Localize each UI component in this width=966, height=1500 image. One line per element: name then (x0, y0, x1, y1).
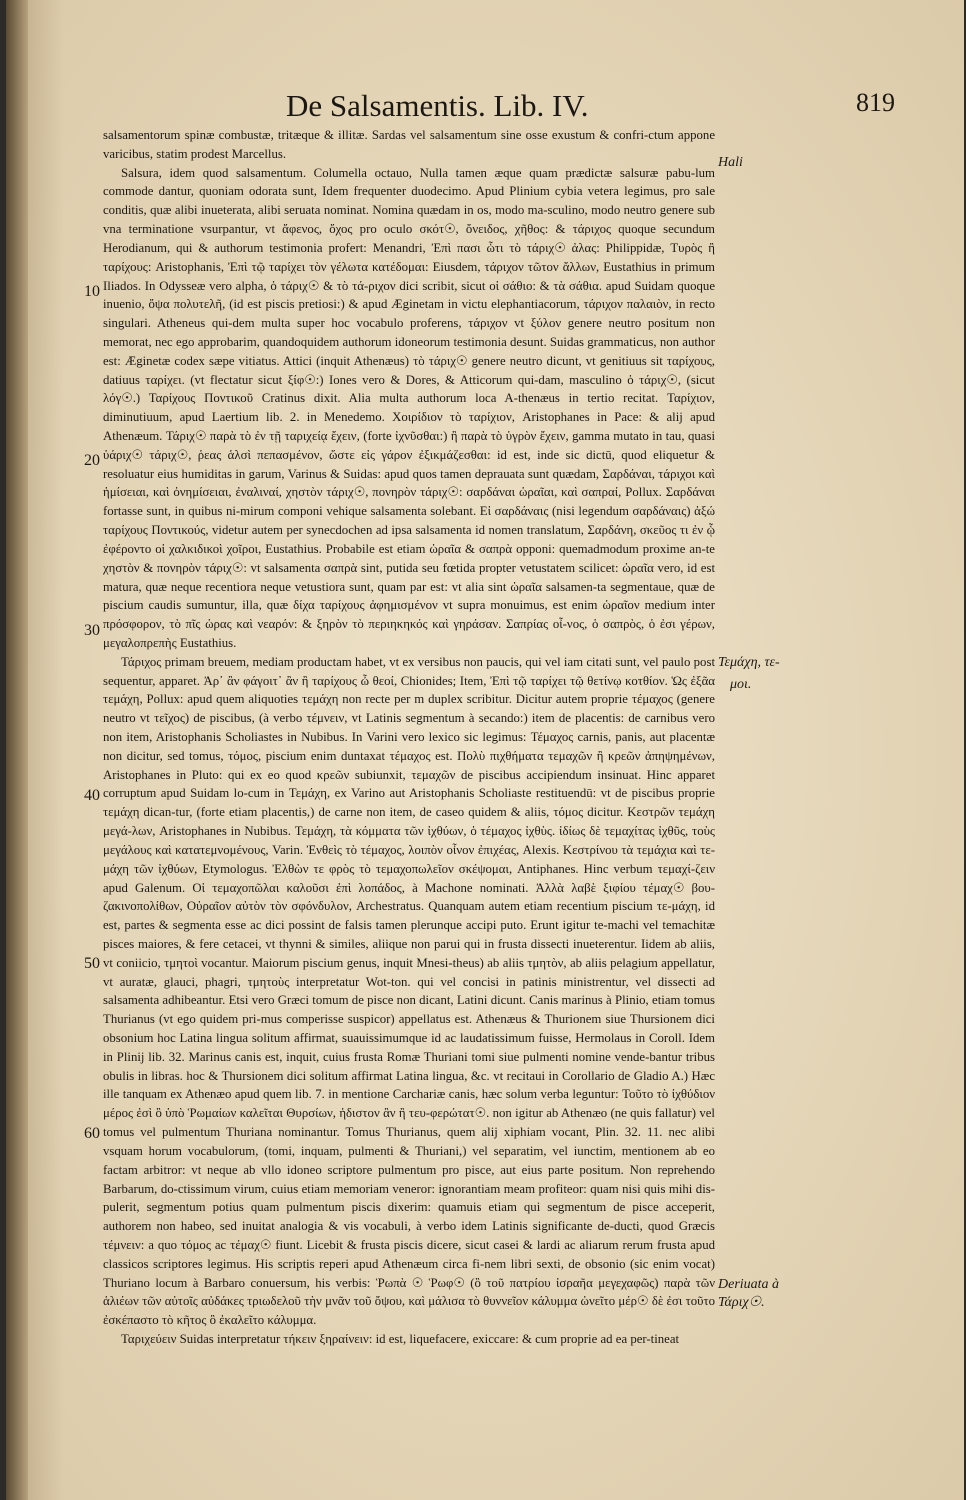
body-text (103, 126, 715, 1349)
line-number: 10 (84, 283, 100, 300)
margin-note-temachi: Τεμάχη, τε- (718, 655, 780, 670)
paragraph: salsamentorum spinæ combustæ, tritæque & illitæ. Sardas vel salsamentum sine osse exustum & confri-ctum appone varicibus, statim prodest Marcellus. (103, 128, 715, 161)
line-number: 20 (84, 452, 100, 469)
margin-note-hali: Hali (718, 155, 743, 170)
page-number: 819 (856, 88, 895, 117)
line-number: 40 (84, 787, 100, 804)
margin-note-derivata: Deriuata à Τάριχ☉. (718, 1277, 780, 1310)
binding-gutter (6, 0, 28, 1500)
running-title: De Salsamentis. Lib. IV. (286, 88, 589, 123)
line-number: 50 (84, 955, 100, 972)
margin-note-moi: μοι. (730, 677, 752, 692)
book-page (6, 0, 964, 1500)
line-number: 30 (84, 622, 100, 639)
line-number: 60 (84, 1125, 100, 1142)
paragraph: Salsura, idem quod salsamentum. Columella octauo, Nulla tamen æque quam prædictæ salsuræ pabu-lum commode dantur, quoniam odorata sunt, Idem frequenter duodecimo. Apud Plinium cybia vetera legimus, pro sale conditis, quæ alibi inueterata, alibi seruata nominat. Nomina quædam in os, modo ma-sculino, modo neutro genere sub vna terminatione vsurpantur, vt ἄφενος, ὄχος pro oculo σκότ☉, ὄνειδος, χῆθος: & τάριχος quoque secundum Herodianum, qui & authorum testimonia profert: Menandri, Ἐπὶ πασι ὧτι τὸ τάριχ☉ ἀλας: Philippidæ, Τυρὸς ἢ ταρίχους: Aristophanis, Ἐπὶ τῷ ταρίχει τὸν γέλωτα κατέδομαι: Eiusdem, τάριχον τῶτον ἄλλων, Eustathius in primum Iliados. In Odysseæ vero alpha, ὁ τάριχ☉ & τὸ τά-ριχον dici scribit, sicut οἱ σάθιο: & τὰ σάθια. apud Suidam quoque inuenio, ὄψα πολυτελῆ, (id est piscis pretiosi:) & apud Æginetam in victu elephantiacorum, τάριχον παλαιὸν, in recto singulari. Atheneus qui-dem multa super hoc vocabulo proferens, τάριχον vt ξύλον genere neutro positum non memorat, nec ego approbarim, quandoquidem authorum idoneorum testimonia desunt. Suidas grammaticus, non author est: Æginetæ codex sæpe vitiatus. Attici (inquit Athenæus) τὸ τάριχ☉ genere neutro dicunt, vt genitiuus sit ταρίχους, datiuus ταρίχει. (vt flectatur sicut ξίφ☉:) Iones vero & Dores, & Atticorum qui-dam, masculino ὁ τάριχ☉, (sicut λόγ☉.) Ταρίχους Ποντικοῦ Cratinus dixit. Alia multa authorum loca A-thenæus in tertio recitat. Ταρίχιον, diminutiuum, apud Laertium lib. 2. in Menedemo. Χοιρίδιον τὸ ταρίχιον, Aristophanes in Pace: & alij apud Athenæum. Τάριχ☉ παρὰ τὸ ἐν τῇ ταριχείᾳ ἔχειν, (forte ἰχνῦσθαι:) ἢ παρὰ τὸ ὑγρὸν ἔχειν, gamma mutato in tau, quasi ὑάριχ☉ τάριχ☉, ῥεας ἁλσὶ πεπασμένον, ὥστε εἰς γάρον ἐξικμάζεσθαι: id est, inde sic dictū, quod eliquetur & resoluatur eius humiditas in garum, Varinus & Suidas: apud quos tamen deprauata sunt quædam, Σαρδάναι, τάριχοι καὶ ἡμίσειαι, καὶ ὀνημίσειαι, ἐναλιναί, χηστὸν τάριχ☉, πονηρὸν τάριχ☉: σαρδάναι ὡραῖαι, καὶ σαπραί, Pollux. Σαρδάναι fortasse sunt, in quibus ni-mirum componi vehique salsamenta solebant. Εἰ σαρδάναις (nisi legendum σαρδάναις) ἀξώ ταρίχους Ποντικούς, videtur autem per synecdochen ad ipsa salsamenta id nomen translatum, Σαρδάνη, σκεῦος τι ἐν ᾧ ἐφέροντο οἱ χαλκιδικοὶ χοῖροι, Eustathius. Probabile est etiam ὡραῖα & σαπρὰ opponi: quemadmodum proxime an-te χηστὸν & πονηρὸν τάριχ☉: vt salsamenta σαπρὰ sint, putida seu fœtida propter vetustatem scilicet: ὡραῖα vero, id est matura, quæ neque recentiora neque vetustiora sunt, quam par est: vt alia sint ὡραῖα salsamen-ta segmentaue, quæ de piscium caudis sumuntur, illa, quæ δίχα ταρίχους ἀφημισμένον vt supra monuimus, est enim ὡραῖον medium inter πρόσφορον, τὸ πῖς ὡρας καὶ νεαρόν: & ξηρὸν τὸ περιηκηκός καὶ γηράσαν. Σαπρίας οἶ-νος, ὁ σαπρὸς, ὁ ἐσι γέρων, μεγαλοπρεπὴς Eustathius. (103, 165, 715, 650)
paragraph: Τάριχος primam breuem, mediam productam habet, vt ex versibus non paucis, qui vel iam citati sunt, vel paulo post sequentur, apparet. Ἀρ᾽ ἂν φάγοιτ᾽ ἂν ἢ ταρίχους ὦ θεοί, Chionides; Item, Ἐπὶ τῷ ταρίχει τῷ θετίνῳ κοτθίον. Ὡς ἐξᾶα τεμάχη, Pollux: apud quem aliquoties τεμάχη non recte per m duplex scribitur. Dicitur autem proprie τέμαχος (genere neutro vt τεῖχος) de piscibus, (à verbo τέμνειν, vt Latinis segmentum à secando:) item de placentis: de carnibus vero non item, Aristophanis Scholiastes in Nubibus. In Varini vero lexico sic legimus: Τέμαχος carnis, panis, aut placentæ non dicitur, sed tomus, τόμος, piscium enim duntaxat τέμαχος est. Πολὺ πιχθήματα τεμαχῶν ἢ κρεῶν ἀπηψημένων, Aristophanes in Pluto: qui ex eo quod κρεῶν subiunxit, τεμαχῶν de piscibus accipiendum insinuat. Hinc apparet corruptum apud Suidam lo-cum in Τεμάχη, ex Varino aut Aristophanis Scholiaste restituendū: vt de piscibus proprie τεμάχη dican-tur, (forte etiam placentis,) de carne non item, de caseo quidem & aliis, τόμος dicitur. Κεστρῶν τεμάχη μεγά-λων, Aristophanes in Nubibus. Τεμάχη, τὰ κόμματα τῶν ἰχθύων, ὁ τέμαχος ἰχθὺς. ἰδίως δὲ τεμαχίτας ἰχθῦς, τοὺς μεγάλους καὶ κατατεμνομένους, Varin. Ἐνθεὶς τὸ τέμαχος, λοιπὸν οἶνον ἐπιχέας, Alexis. Κεστρίνου τὰ τεμάχια καὶ τε-μάχη τῶν ἰχθύων, Etymologus. Ἐλθὼν τε φρὸς τὸ τεμαχοπωλεῖον σκέψομαι, Antiphanes. Hinc verbum τεμαχί-ζειν apud Galenum. Οἱ τεμαχοπῶλαι καλοῦσι ἐπὶ λοπάδος, à Machone nominati. Ἀλλὰ λαβὲ ξιφίου τέμαχ☉ βου-ζακινοπολίθων, Οὐραῖον αὐτὸν τὸν σφόνδυλον, Archestratus. Quanquam autem etiam recentium piscium τε-μάχη, id est, partes & segmenta esse ac dici possint de falsis tamen plerunque accipi puto. Erunt igitur te-machi vel temachitæ pisces maiores, & fere cetacei, vt thynni & similes, aliique non parui qui in frusta dissecti inueterentur. Iidem ab aliis, vt coniicio, τμητοὶ vocantur. Maiorum piscium genus, inquit Mnesi-theus) ab aliis τμητὸν, ab aliis pelagium appellatur, vt auratæ, glauci, phagri, τμητοὺς interpretatur Wot-ton. qui vel concisi in patinis ministrentur, vel dissecti ad salsamenta adhibeantur. Etsi vero Græci tomum de pisce non dicant, Latini dicunt. Canis marinus à Plinio, etiam tomus Thurianus (vt ego quidem pri-mus comperisse suspicor) appellatus est. Athenæus & Thurionem siue Thursionem dici obsonium hoc Latina lingua solitum affirmat, suauissimumque id ac laudatissimum fuisse, Hermolaus in Coroll. Idem in Plinij lib. 32. Marinus canis est, inquit, cuius frusta Romæ Thuriani tomi siue pulmenti nomine vende-bantur tribus obulis in libras. hoc & Thursionem dici solitum affirmat Latina lingua, &c. vt recitaui in Corollario de Gladio A.) Hæc ille tanquam ex Athenæo apud quem lib. 7. in mentione Carchariæ canis, hæc solum verba leguntur: Τοῦτο τὸ ἰχθύδιον μέρος ἐσὶ ὃ ὑπὸ Ῥωμαίων καλεῖται Θυρσίων, ἡδιστον ἂν ἢ τευ-φερώτατ☉. non igitur ab Athenæo (ne quis fallatur) vel tomus vel pulmentum Thuriana nominantur. Tomus Thurianus, quem alij xiphiam vocant, Plin. 32. 11. nec alibi vsquam horum vocabulorum, (tomi, inquam, pulmenti & Thuriani,) vel separatim, vel iunctim, mentionem ab eo factam arbitror: vt neque ab vllo idoneo scriptore pulmentum pro pisce, aut eius parte positum. Non reprehendo Barbarum, do-ctissimum virum, cuius etiam memoriam veneror: ignorantiam meam profiteor: quam nisi quis mihi dis-pulerit, segmentum potius quam pulmentum piscis dixerim: quamuis etiam qui segmentum de pisce acceperit, authorem non habeo, sed inuitat analogia & vis vocabuli, à verbo idem Latinis significante de-ducti, quod Græcis τέμνειν: a quo τόμος ac τέμαχ☉ fiunt. Licebit & frusta piscis dicere, sicut casei & lardi ac aliarum rerum frusta apud classicos scriptores legimus. His scriptis reperi apud Athenæum circa fi-nem libri sexti, de obsonio (sic enim vocat) Thuriano locum à Barbaro conuersum, his verbis: Ῥωπὰ ☉ Ῥωφ☉ (ὃ τοῦ πατρίου ἰσραῆα μεγεχαφῶς) παρὰ τῶν ἁλιέων τῶν αὐτοῖς αὐδάκες τριωδελοῦ τὴν μνᾶν τοῦ ὄψου, καὶ μάλισα τὸ θυννεῖον κάλυμμα ὠνεῖτο μέρ☉ δὲ ἐσι τοῦτο ἐσκέπαστο τὸ κῆτος ὃ ἐκαλεῖτο κάλυμμα. (103, 654, 715, 1328)
paragraph: Ταριχεύειν Suidas interpretatur τήκειν ξηραίνειν: id est, liquefacere, exiccare: & cum proprie ad ea per-tineat (121, 1332, 680, 1346)
